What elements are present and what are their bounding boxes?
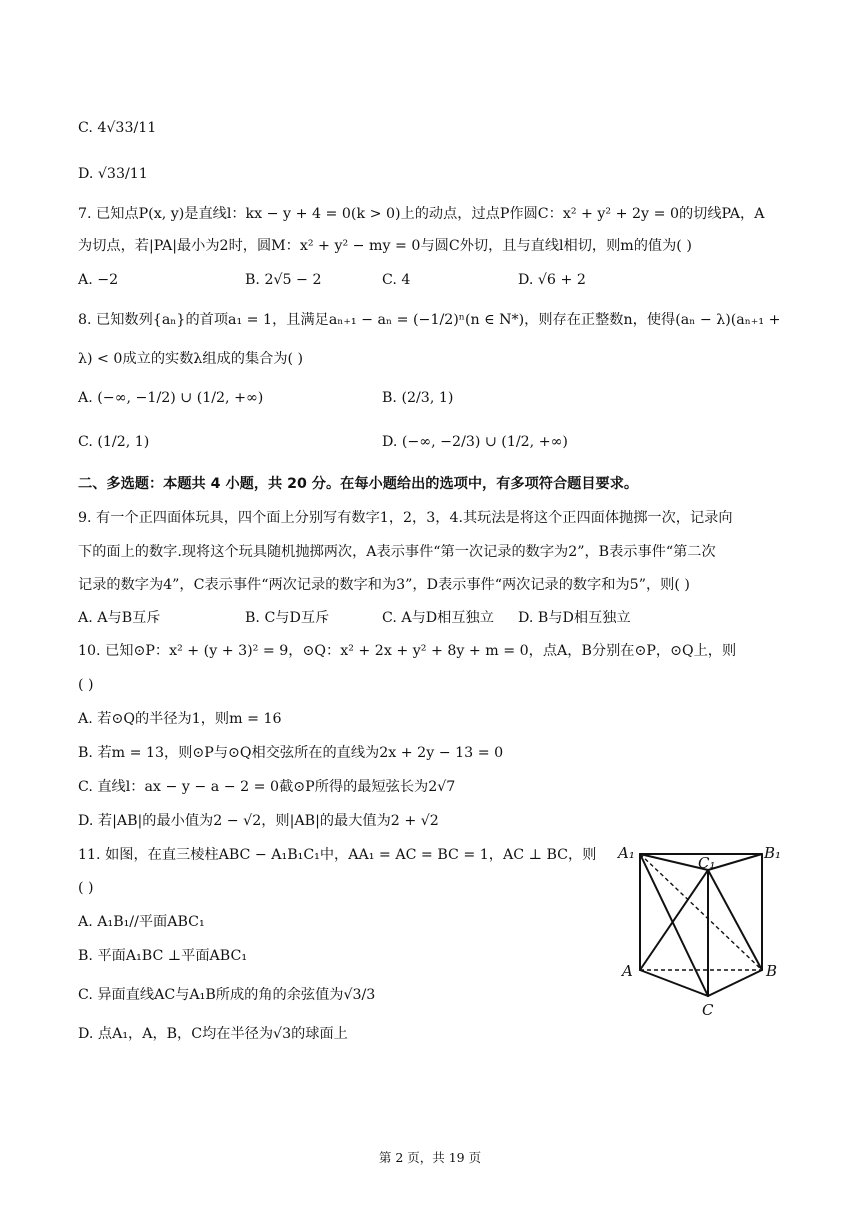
q9-option-d: D. B与D相互独立: [518, 610, 631, 626]
q8-stem-line2: λ) < 0成立的实数λ组成的集合为( ): [78, 351, 304, 367]
label-a: A: [622, 962, 633, 980]
q9-stem-line1: 9. 有一个正四面体玩具，四个面上分别写有数字1，2，3，4.其玩法是将这个正四面体抛掷一次，记录向: [78, 510, 733, 526]
q10-stem-line1: 10. 已知⊙P：x² + (y + 3)² = 9，⊙Q：x² + 2x + y² + 8y + m = 0，点A，B分别在⊙P，⊙Q上，则: [78, 643, 737, 659]
q11-stem-line2: ( ): [78, 880, 94, 896]
q10-option-c: C. 直线l：ax − y − a − 2 = 0截⊙P所得的最短弦长为2√7: [78, 779, 456, 795]
q7-stem-line1: 7. 已知点P(x, y)是直线l：kx − y + 4 = 0(k > 0)上的动点，过点P作圆C：x² + y² + 2y = 0的切线PA，A: [78, 206, 765, 222]
q10-option-d: D. 若|AB|的最小值为2 − √2，则|AB|的最大值为2 + √2: [78, 813, 439, 829]
q8-option-b: B. (2/3, 1): [382, 390, 454, 406]
label-b: B: [766, 962, 778, 980]
label-c: C: [702, 1001, 714, 1019]
q9-stem-line3: 记录的数字为4”，C表示事件“两次记录的数字和为3”，D表示事件“两次记录的数字和为5”，则( ): [78, 577, 690, 593]
q7-stem-line2: 为切点，若|PA|最小为2时，圆M：x² + y² − my = 0与圆C外切，且与直线l相切，则m的值为( ): [78, 238, 692, 254]
label-b1: B₁: [764, 844, 782, 862]
prism-figure: [612, 838, 790, 1022]
q11-stem-line1: 11. 如图，在直三棱柱ABC − A₁B₁C₁中，AA₁ = AC = BC = 1，AC ⊥ BC，则: [78, 847, 597, 863]
q8-stem-line1: 8. 已知数列{aₙ}的首项a₁ = 1，且满足aₙ₊₁ − aₙ = (−1/2)ⁿ(n ∈ N*)，则存在正整数n，使得(aₙ − λ)(aₙ₊₁ +: [78, 312, 781, 328]
q9-option-c: C. A与D相互独立: [382, 610, 494, 626]
q7-option-c: C. 4: [382, 272, 411, 288]
q8-option-a: A. (−∞, −1/2) ∪ (1/2, +∞): [78, 390, 264, 406]
q11-option-b: B. 平面A₁BC ⊥平面ABC₁: [78, 948, 248, 964]
q9-option-b: B. C与D互斥: [245, 610, 330, 626]
q11-option-d: D. 点A₁，A，B，C均在半径为√3的球面上: [78, 1026, 348, 1042]
q11-option-c: C. 异面直线AC与A₁B所成的角的余弦值为√3/3: [78, 987, 376, 1003]
q7-option-a: A. −2: [78, 272, 119, 288]
q7-option-d: D. √6 + 2: [518, 272, 586, 288]
q10-option-a: A. 若⊙Q的半径为1，则m = 16: [78, 711, 282, 727]
edge-c-b: [708, 970, 762, 996]
edge-a-c1: [640, 870, 708, 970]
label-a1: A₁: [618, 844, 635, 862]
q6-option-c: C. 4√33/11: [78, 120, 157, 136]
page-footer: 第 2 页，共 19 页: [378, 1150, 482, 1165]
edge-c1-b: [708, 870, 762, 970]
q10-stem-line2: ( ): [78, 677, 94, 693]
edge-c1-b1: [708, 854, 762, 870]
q10-option-b: B. 若m = 13，则⊙P与⊙Q相交弦所在的直线为2x + 2y − 13 = 0: [78, 745, 504, 761]
q9-stem-line2: 下的面上的数字.现将这个玩具随机抛掷两次，A表示事件“第一次记录的数字为2”，B表示事件“第二次: [78, 544, 716, 560]
q11-option-a: A. A₁B₁//平面ABC₁: [78, 914, 205, 930]
q7-option-b: B. 2√5 − 2: [245, 272, 322, 288]
q8-option-c: C. (1/2, 1): [78, 434, 150, 450]
q9-option-a: A. A与B互斥: [78, 610, 161, 626]
label-c1: C₁: [698, 854, 716, 872]
section-heading-multiple-choice: 二、多选题：本题共 4 小题，共 20 分。在每小题给出的选项中，有多项符合题目要求。: [78, 476, 639, 492]
q6-option-d: D. √33/11: [78, 166, 148, 182]
q8-option-d: D. (−∞, −2/3) ∪ (1/2, +∞): [382, 434, 568, 450]
